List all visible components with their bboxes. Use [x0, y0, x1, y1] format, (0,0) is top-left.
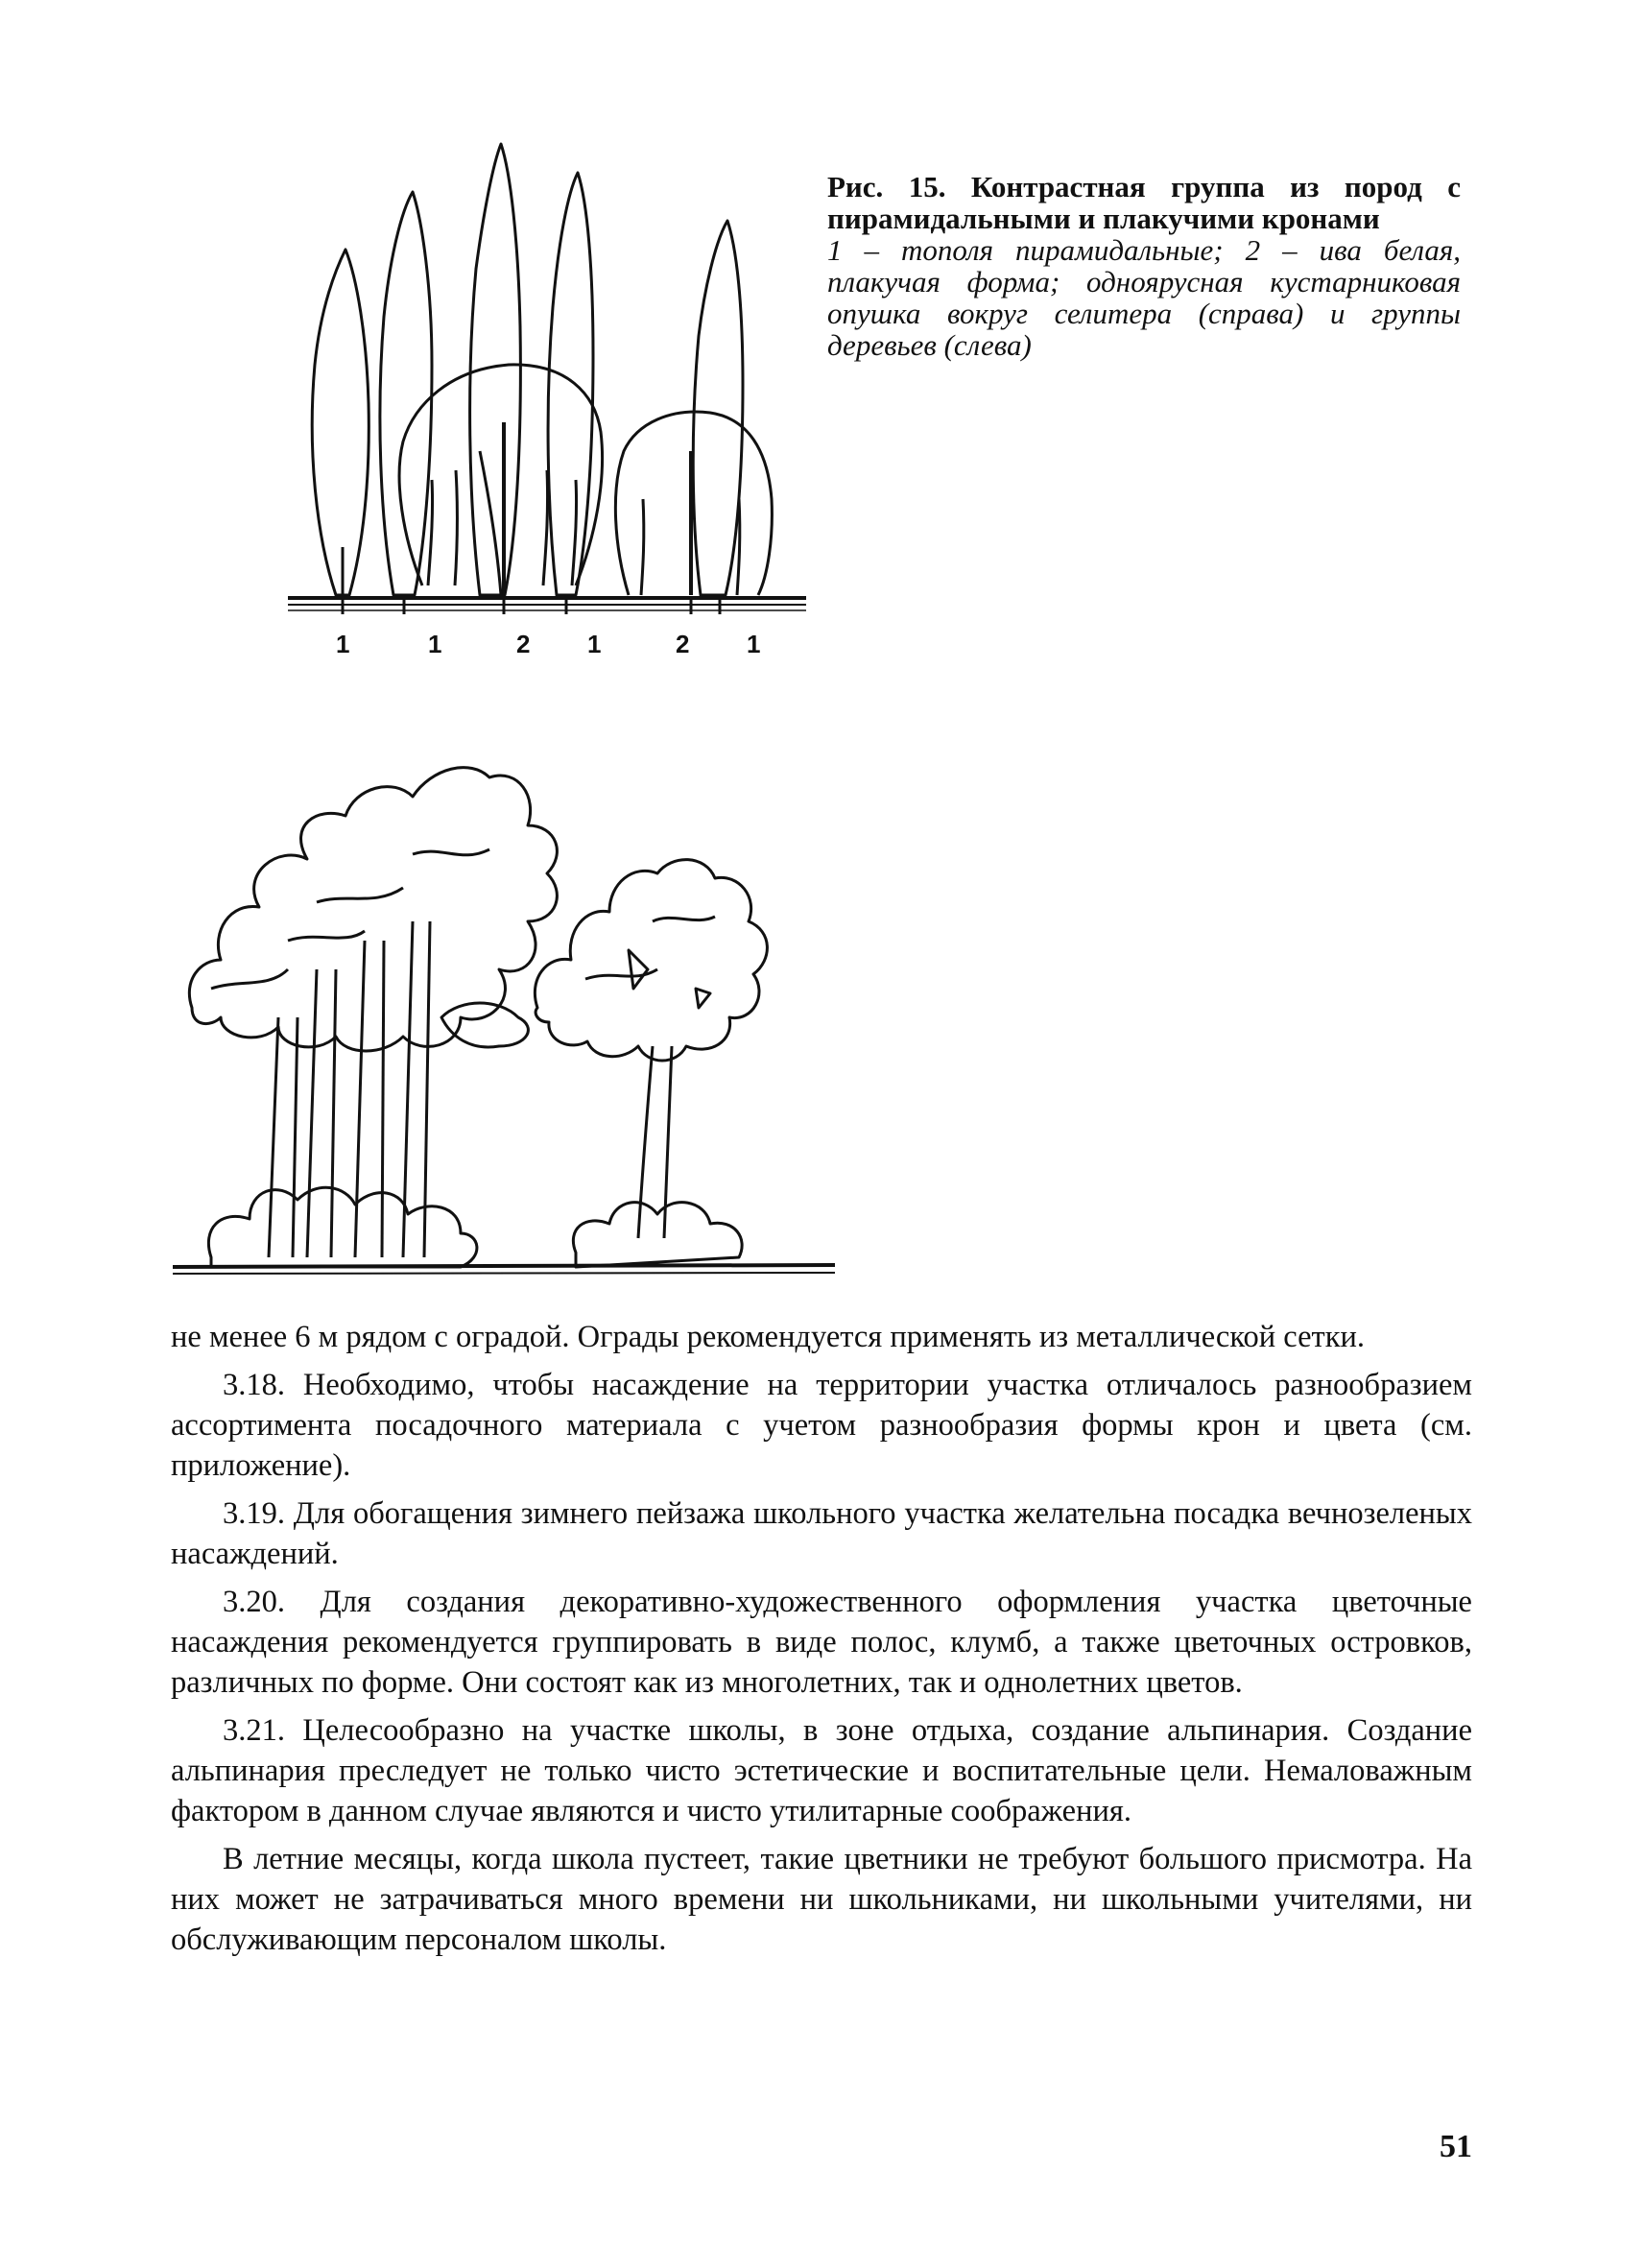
figure-number-6: 1	[747, 630, 761, 658]
paragraph: 3.21. Целесообразно на участке школы, в зоне отдыха, создание альпинария. Создание альпинария преследует не только чисто эстетические и воспитательные цели. Немаловажным фактором в данном случае являются и чисто утилитарные соображения.	[171, 1713, 1472, 1828]
page-number: 51	[1440, 2129, 1472, 2164]
paragraph: 3.20. Для создания декоративно-художественного оформления участка цветочные насаждения рекомендуется группировать в виде полос, клумб, а также цветочных островков, различных по форме. Они состоят как из многолетних, так и однолетних цветов.	[171, 1585, 1472, 1700]
figure-number-1: 1	[336, 630, 350, 658]
figure-number-2: 1	[428, 630, 442, 658]
paragraph: не менее 6 м рядом с оградой. Ограды рекомендуется применять из металлической сетки.	[171, 1320, 1366, 1354]
caption-legend: 1 – тополя пирамидальные; 2 – ива белая, плакучая форма; одноярусная кустарниковая опушка вокруг селитера (справа) и группы деревьев (слева)	[827, 233, 1461, 362]
figure-number-4: 1	[587, 630, 602, 658]
body-text	[171, 1317, 1472, 1968]
caption-title: Рис. 15. Контрастная группа из пород с пирамидальными и плакучими кронами	[827, 170, 1461, 235]
paragraph: 3.18. Необходимо, чтобы насаждение на территории участка отличалось разнообразием ассортимента посадочного материала с учетом разнообразия формы крон и цвета (см. приложение).	[171, 1368, 1472, 1483]
figure-number-3: 2	[516, 630, 531, 658]
figure-number-5: 2	[676, 630, 690, 658]
figure-15-illustration	[288, 134, 806, 672]
poplar-willow-group-drawing	[288, 134, 806, 672]
paragraph: В летние месяцы, когда школа пустеет, такие цветники не требуют большого присмотра. На них может не затрачиваться много времени ни школьниками, ни школьными учителями, ни обслуживающим персоналом школы.	[171, 1842, 1472, 1957]
tree-group-illustration	[173, 701, 835, 1277]
figure-15-caption	[827, 171, 1461, 361]
tree-group-drawing	[173, 701, 835, 1277]
paragraph: 3.19. Для обогащения зимнего пейзажа школьного участка желательна посадка вечнозеленых насаждений.	[171, 1496, 1472, 1571]
